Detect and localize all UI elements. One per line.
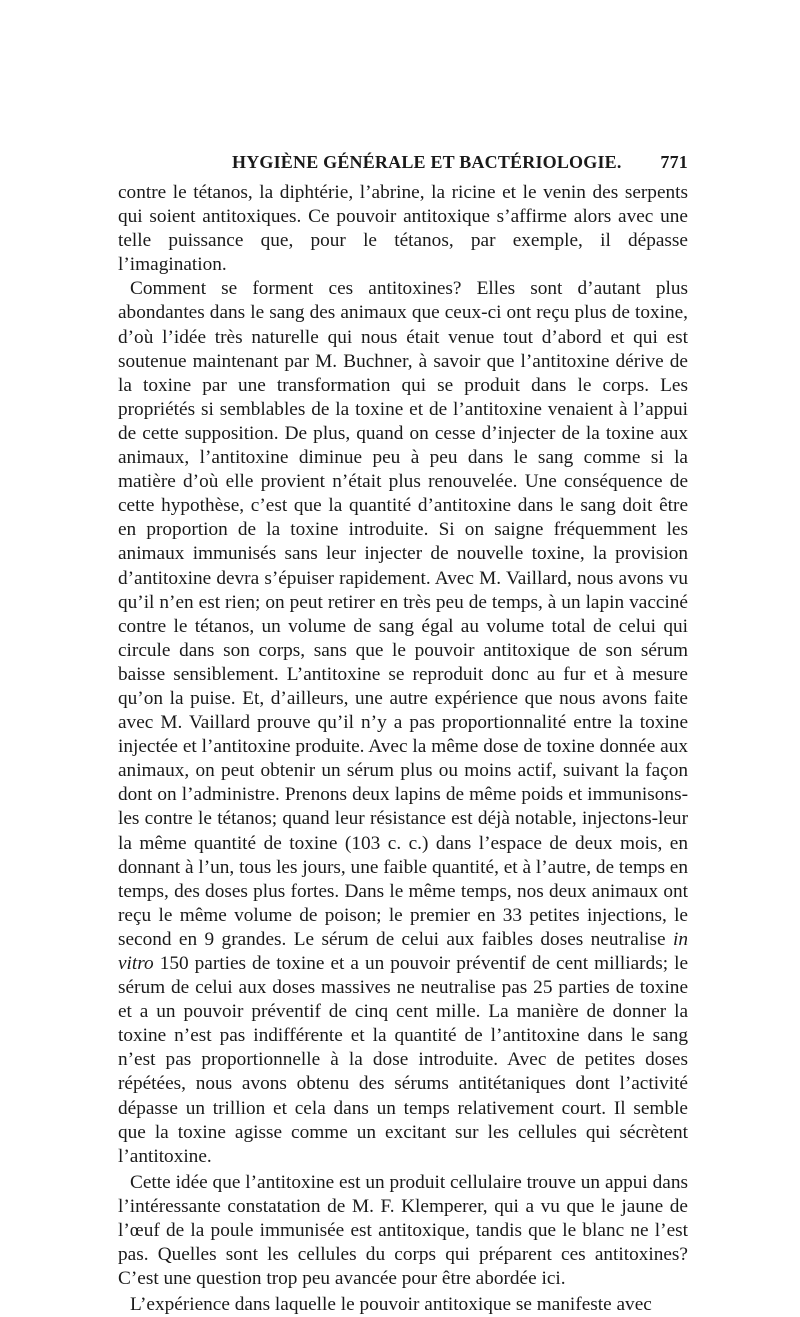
running-title: HYGIÈNE GÉNÉRALE ET BACTÉRIOLOGIE. xyxy=(232,152,622,172)
running-header xyxy=(120,152,688,176)
paragraph-2-text-a: Comment se forment ces antitoxines? Elles sont d’autant plus abondantes dans le sang des animaux que ceux-ci ont reçu plus de toxine, d’où l’idée très naturelle qui nous était venue tout d’abord et qui est soutenue maintenant par M. Buchner, à savoir que l’antitoxine dérive de la toxine par une transformation qui se produit dans le corps. Les propriétés si semblables de la toxine et de l’antitoxine venaient à l’appui de cette supposition. De plus, quand on cesse d’injecter de la toxine aux animaux, l’antitoxine diminue peu à peu dans le sang comme si la matière d’où elle provient n’était plus renouvelée. Une conséquence de cette hypothèse, c’est que la quantité d’antitoxine dans le sang doit être en proportion de la toxine introduite. Si on saigne fréquemment les animaux immunisés sans leur injecter de nouvelle toxine, la provision d’antitoxine devra s’épuiser rapidement. Avec M. Vaillard, nous avons vu qu’il n’en est rien; on peut retirer en très peu de temps, à un lapin vacciné contre le tétanos, un volume de sang égal au volume total de celui qui circule dans son corps, sans que le pouvoir antitoxique de son sérum baisse sensiblement. L’antitoxine se reproduit donc au fur et à mesure qu’on la puise. Et, d’ailleurs, une autre expérience que nous avons faite avec M. Vaillard prouve qu’il n’y a pas proportionnalité entre la toxine injectée et l’antitoxine produite. Avec la même dose de toxine donnée aux animaux, on peut obtenir un sérum plus ou moins actif, suivant la façon dont on l’administre. Prenons deux lapins de même poids et immunisons-les contre le tétanos; quand leur résistance est déjà notable, injectons-leur la même quantité de toxine (103 c. c.) dans l’espace de deux mois, en donnant à l’un, tous les jours, une faible quantité, et à l’autre, de temps en temps, des doses plus fortes. Dans le même temps, nos deux animaux ont reçu le même volume de poison; le premier en 33 petites injections, le second en 9 grandes. Le sérum de celui aux faibles doses neutralise xyxy=(118,278,688,950)
paragraph-3: Cette idée que l’antitoxine est un produit cellulaire trouve un appui dans l’intéressante constatation de M. F. Klemperer, qui a vu que le jaune de l’œuf de la poule immunisée est antitoxique, tandis que le blanc ne l’est pas. Quelles sont les cellules du corps qui préparent ces antitoxines? C’est une question trop peu avancée pour être abordée ici. xyxy=(118,1171,688,1290)
paragraph-2 xyxy=(118,277,688,1168)
italic-in-vitro: in vitro xyxy=(118,928,688,974)
paragraph-4: L’expérience dans laquelle le pouvoir antitoxique se manifeste avec xyxy=(130,1294,652,1316)
paragraph-2-text-b: 150 parties de toxine et a un pouvoir préventif de cent milliards; le sérum de celui aux doses massives ne neutralise pas 25 parties de toxine et a un pouvoir préventif de cinq cent mille. La manière de donner la toxine n’est pas indifférente et la quantité de l’antitoxine dans le sang n’est pas proportionnelle à la dose introduite. Avec de petites doses répétées, nous avons obtenu des sérums antitétaniques dont l’activité dépasse un trillion et cela dans un temps relativement court. Il semble que la toxine agisse comme un excitant sur les cellules qui sécrètent l’antitoxine. xyxy=(118,953,688,1167)
page-number: 771 xyxy=(660,152,688,172)
body-text xyxy=(118,181,688,1317)
paragraph-1: contre le tétanos, la diphtérie, l’abrine, la ricine et le venin des serpents qui soient antitoxiques. Ce pouvoir antitoxique s’affirme alors avec une telle puissance que, pour le tétanos, par exemple, il dépasse l’imagination. xyxy=(118,182,688,276)
